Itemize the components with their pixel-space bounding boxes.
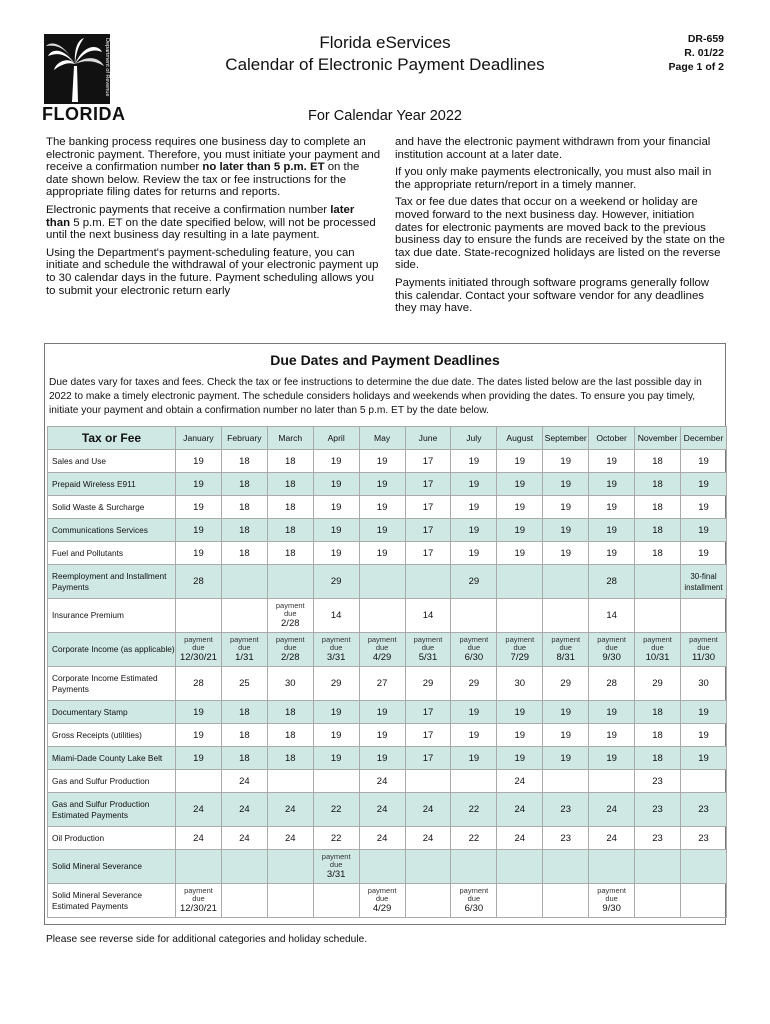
deadline-cell [635, 884, 681, 918]
deadline-cell: 18 [267, 747, 313, 770]
deadline-cell: 19 [680, 747, 726, 770]
column-header-month: July [451, 427, 497, 450]
deadline-cell: 24 [221, 770, 267, 793]
deadline-cell: 19 [589, 519, 635, 542]
deadline-cell: 19 [497, 473, 543, 496]
deadline-cell: 18 [635, 701, 681, 724]
deadline-cell [680, 884, 726, 918]
deadline-cell: 19 [543, 542, 589, 565]
deadline-cell: 19 [543, 496, 589, 519]
logo-side-text: Department of Revenue [104, 38, 110, 97]
row-label: Solid Mineral Severance Estimated Payments [48, 884, 176, 918]
deadline-cell: 19 [313, 542, 359, 565]
deadline-cell: 19 [589, 542, 635, 565]
deadline-cell: 24 [267, 827, 313, 850]
deadline-cell: 18 [221, 496, 267, 519]
table-row [48, 747, 727, 770]
deadline-cell: 18 [635, 724, 681, 747]
deadline-cell [635, 599, 681, 633]
column-header-month: August [497, 427, 543, 450]
table-row [48, 496, 727, 519]
deadline-cell: 19 [359, 724, 405, 747]
deadline-cell: 19 [680, 473, 726, 496]
deadline-cell: 19 [680, 496, 726, 519]
intro-paragraph: Tax or fee due dates that occur on a weekend or holiday are moved forward to the next business day. However, initiation dates for electronic payments are moved back to the previous business day to ensure the funds are received by the state on the tax due date. State-recognized holidays are listed on the reverse side. [395, 196, 725, 272]
deadline-cell [589, 850, 635, 884]
deadline-cell: 19 [313, 496, 359, 519]
deadline-cell: payment due 10/31 [635, 633, 681, 667]
row-label: Gas and Sulfur Production [48, 770, 176, 793]
form-id-block [669, 32, 724, 74]
intro-paragraph: Payments initiated through software programs generally follow this calendar. Contact your software vendor for any deadlines they may have. [395, 276, 710, 315]
deadline-cell [405, 770, 451, 793]
page-title: Florida eServices [319, 33, 451, 52]
row-label: Sales and Use [48, 450, 176, 473]
deadline-cell [221, 884, 267, 918]
due-dates-heading: Due Dates and Payment Deadlines [270, 352, 500, 368]
deadline-cell: 29 [451, 667, 497, 701]
column-header-month: October [589, 427, 635, 450]
intro-paragraph: The banking process requires one business day to complete an electronic payment. Therefore, you must initiate your payment and receive a confirmation number no later than 5 p.m. ET on the date shown below. Review the tax or fee instructions for the appropriate filing dates for returns and reports. [46, 136, 381, 199]
deadline-cell: 17 [405, 519, 451, 542]
deadline-cell: 19 [359, 519, 405, 542]
row-label: Prepaid Wireless E911 [48, 473, 176, 496]
deadline-cell: payment due 11/30 [680, 633, 726, 667]
deadline-cell: 18 [221, 701, 267, 724]
form-number: DR-659 [687, 33, 724, 45]
deadline-cell: 18 [635, 496, 681, 519]
deadline-cell: 19 [451, 450, 497, 473]
deadline-cell: 24 [497, 793, 543, 827]
table-row [48, 473, 727, 496]
row-label: Documentary Stamp [48, 701, 176, 724]
deadline-cell: 23 [543, 827, 589, 850]
deadline-cell: 18 [635, 542, 681, 565]
deadline-cell: 18 [221, 724, 267, 747]
deadline-cell: 24 [359, 793, 405, 827]
deadline-cell: 24 [176, 793, 222, 827]
deadline-cell: 27 [359, 667, 405, 701]
deadline-cell [451, 770, 497, 793]
deadline-cell: 19 [497, 701, 543, 724]
deadline-cell: 28 [176, 667, 222, 701]
deadline-cell: 29 [405, 667, 451, 701]
deadline-cell [451, 599, 497, 633]
deadline-cell [267, 884, 313, 918]
deadline-cell [405, 565, 451, 599]
deadline-cell: payment due 9/30 [589, 884, 635, 918]
deadline-cell: 30-final installment [680, 565, 726, 599]
table-row [48, 519, 727, 542]
deadline-cell [635, 565, 681, 599]
deadline-cell [543, 850, 589, 884]
deadline-cell: 19 [359, 747, 405, 770]
deadline-cell [497, 850, 543, 884]
deadline-cell: 19 [313, 747, 359, 770]
deadline-cell: 19 [359, 473, 405, 496]
deadline-cell: payment due 12/30/21 [176, 884, 222, 918]
deadline-cell: payment due 4/29 [359, 633, 405, 667]
deadline-cell: 18 [221, 519, 267, 542]
deadline-cell [405, 884, 451, 918]
row-label: Reemployment and Installment Payments [48, 565, 176, 599]
deadline-cell: 23 [543, 793, 589, 827]
row-label: Corporate Income Estimated Payments [48, 667, 176, 701]
row-label: Miami-Dade County Lake Belt [48, 747, 176, 770]
due-dates-description: Due dates vary for taxes and fees. Check the tax or fee instructions to determine the due date. The dates listed below are the last possible day in 2022 to make a timely electronic payment. The schedule considers holidays and weekends when providing the dates. To ensure you pay timely, initiate your payment and obtain a confirmation number no later than 5 p.m. ET by the date below. [49, 377, 702, 416]
deadline-cell: 19 [589, 724, 635, 747]
column-header-month: December [680, 427, 726, 450]
deadline-cell: 19 [176, 450, 222, 473]
deadline-cell [176, 850, 222, 884]
deadline-cell: 24 [497, 770, 543, 793]
deadline-cell: 29 [313, 667, 359, 701]
deadline-cell: 18 [267, 496, 313, 519]
deadline-cell: 19 [313, 450, 359, 473]
deadline-cell: payment due 9/30 [589, 633, 635, 667]
row-label: Communications Services [48, 519, 176, 542]
deadline-cell: 19 [589, 701, 635, 724]
deadline-cell: 18 [635, 519, 681, 542]
deadline-cell: 24 [405, 827, 451, 850]
deadline-cell: 18 [635, 747, 681, 770]
deadline-cell: 14 [313, 599, 359, 633]
deadline-cell: 28 [176, 565, 222, 599]
deadline-cell [497, 884, 543, 918]
deadline-cell: 24 [221, 827, 267, 850]
deadline-cell: 19 [543, 473, 589, 496]
deadline-cell: payment due 4/29 [359, 884, 405, 918]
row-label: Corporate Income (as applicable) [48, 633, 176, 667]
deadline-cell: 30 [680, 667, 726, 701]
deadline-cell [405, 850, 451, 884]
deadline-cell [359, 599, 405, 633]
deadline-cell [313, 884, 359, 918]
deadline-cell: 17 [405, 473, 451, 496]
deadline-cell: 28 [589, 565, 635, 599]
deadline-cell [589, 770, 635, 793]
table-row [48, 667, 727, 701]
deadline-cell: 19 [451, 724, 497, 747]
deadline-cell [176, 599, 222, 633]
deadline-cell: 19 [313, 701, 359, 724]
deadline-cell: payment due 1/31 [221, 633, 267, 667]
deadline-cell: 17 [405, 450, 451, 473]
deadline-cell [543, 599, 589, 633]
deadline-cell: 30 [497, 667, 543, 701]
deadline-cell [221, 850, 267, 884]
deadline-cell: payment due 8/31 [543, 633, 589, 667]
deadline-cell: 18 [635, 473, 681, 496]
deadline-cell: payment due 3/31 [313, 633, 359, 667]
deadline-cell: 19 [176, 747, 222, 770]
deadline-cell [267, 770, 313, 793]
deadline-cell: 23 [635, 770, 681, 793]
row-label: Solid Mineral Severance [48, 850, 176, 884]
intro-paragraph: Electronic payments that receive a confirmation number later than 5 p.m. ET on the date specified below, will not be processed until the next business day resulting in a late payment. [46, 203, 376, 242]
deadline-cell [543, 565, 589, 599]
deadline-cell: 17 [405, 496, 451, 519]
table-row [48, 599, 727, 633]
deadline-cell: 19 [451, 542, 497, 565]
deadline-cell: 19 [497, 724, 543, 747]
row-label: Gross Receipts (utilities) [48, 724, 176, 747]
intro-paragraph: If you only make payments electronically, you must also mail in the appropriate return/report in a timely manner. [395, 166, 712, 191]
deadline-cell: 24 [497, 827, 543, 850]
deadline-cell: payment due 3/31 [313, 850, 359, 884]
footer-note: Please see reverse side for additional categories and holiday schedule. [46, 934, 368, 945]
deadline-cell: 18 [221, 450, 267, 473]
year-heading: For Calendar Year 2022 [308, 108, 462, 124]
deadline-cell: 19 [543, 450, 589, 473]
deadline-cell: 14 [589, 599, 635, 633]
deadline-cell: 17 [405, 701, 451, 724]
deadline-cell: 19 [543, 701, 589, 724]
table-row [48, 850, 727, 884]
deadline-cell: 14 [405, 599, 451, 633]
deadline-cell: 24 [359, 827, 405, 850]
deadline-cell: 19 [359, 542, 405, 565]
column-header-month: January [176, 427, 222, 450]
deadline-cell: 19 [543, 747, 589, 770]
deadline-cell: 30 [267, 667, 313, 701]
deadline-cell: payment due 12/30/21 [176, 633, 222, 667]
table-row [48, 633, 727, 667]
column-header-month: June [405, 427, 451, 450]
deadline-cell: payment due 5/31 [405, 633, 451, 667]
row-label: Insurance Premium [48, 599, 176, 633]
row-label: Oil Production [48, 827, 176, 850]
intro-paragraph: Using the Department's payment-scheduling feature, you can initiate and schedule the withdrawal of your electronic payment up to 30 calendar days in the future. Payment scheduling allows you to submit your electronic return early [46, 246, 379, 297]
row-label: Solid Waste & Surcharge [48, 496, 176, 519]
deadline-cell: 18 [267, 450, 313, 473]
deadline-cell: 18 [221, 542, 267, 565]
deadline-cell: 19 [176, 724, 222, 747]
deadline-cell [221, 599, 267, 633]
deadline-cell: 17 [405, 747, 451, 770]
deadline-cell: 19 [313, 519, 359, 542]
table-row [48, 884, 727, 918]
deadline-cell: 29 [543, 667, 589, 701]
deadline-cell [543, 770, 589, 793]
intro-left-column [46, 136, 381, 302]
deadline-cell: payment due 7/29 [497, 633, 543, 667]
deadline-cell: 19 [497, 519, 543, 542]
deadline-cell: 19 [359, 450, 405, 473]
deadline-cell: 19 [543, 724, 589, 747]
deadline-cell: 19 [176, 701, 222, 724]
deadline-cell: 24 [176, 827, 222, 850]
deadline-cell: 19 [176, 473, 222, 496]
deadline-cell: 24 [221, 793, 267, 827]
column-header-month: November [635, 427, 681, 450]
deadline-cell: 22 [313, 827, 359, 850]
column-header-month: April [313, 427, 359, 450]
deadline-cell: 19 [589, 473, 635, 496]
deadline-cell: payment due 6/30 [451, 633, 497, 667]
deadline-cell: 19 [497, 747, 543, 770]
deadline-cell: 19 [497, 450, 543, 473]
deadline-cell [267, 850, 313, 884]
deadline-cell [359, 565, 405, 599]
row-label: Fuel and Pollutants [48, 542, 176, 565]
deadline-cell: 19 [313, 473, 359, 496]
deadline-cell: 24 [589, 793, 635, 827]
deadline-cell: 18 [267, 701, 313, 724]
deadline-cell: 19 [176, 519, 222, 542]
column-header-month: May [359, 427, 405, 450]
deadline-cell: 19 [680, 542, 726, 565]
table-row [48, 827, 727, 850]
deadline-cell: 23 [680, 793, 726, 827]
deadline-cell [359, 850, 405, 884]
form-revision: R. 01/22 [684, 47, 724, 59]
deadline-cell: 22 [451, 793, 497, 827]
deadline-cell: 23 [635, 793, 681, 827]
deadline-cell: 18 [267, 519, 313, 542]
deadline-cell: 19 [176, 542, 222, 565]
deadline-cell: 19 [589, 747, 635, 770]
deadline-cell [497, 599, 543, 633]
deadline-cell: 19 [313, 724, 359, 747]
column-header-month: March [267, 427, 313, 450]
deadline-cell: 23 [635, 827, 681, 850]
deadline-cell: 24 [405, 793, 451, 827]
deadline-cell: 19 [589, 450, 635, 473]
table-row [48, 793, 727, 827]
due-dates-box [44, 343, 726, 925]
deadline-cell: 28 [589, 667, 635, 701]
deadline-cell: 19 [497, 496, 543, 519]
deadline-cell [680, 770, 726, 793]
column-header-month: February [221, 427, 267, 450]
deadline-cell: 18 [267, 473, 313, 496]
deadline-cell: 19 [680, 701, 726, 724]
deadline-cell [680, 850, 726, 884]
table-row [48, 724, 727, 747]
deadline-cell: 24 [589, 827, 635, 850]
deadline-cell: 25 [221, 667, 267, 701]
deadline-cell: 29 [635, 667, 681, 701]
logo-wordmark: FLORIDA [42, 104, 126, 124]
deadline-cell: 17 [405, 542, 451, 565]
deadline-cell: 19 [359, 496, 405, 519]
deadline-cell: 18 [221, 747, 267, 770]
deadline-cell: 24 [267, 793, 313, 827]
deadline-cell [267, 565, 313, 599]
page-number: Page 1 of 2 [668, 61, 724, 73]
deadline-cell [221, 565, 267, 599]
column-header-month: September [543, 427, 589, 450]
deadline-cell: 23 [680, 827, 726, 850]
table-row [48, 542, 727, 565]
deadline-cell [451, 850, 497, 884]
deadline-cell: 19 [451, 701, 497, 724]
table-row [48, 565, 727, 599]
deadline-cell: 19 [451, 747, 497, 770]
intro-right-column [395, 136, 725, 320]
deadline-cell [497, 565, 543, 599]
deadline-cell: 19 [451, 496, 497, 519]
deadline-cell: 29 [313, 565, 359, 599]
deadline-cell: 19 [680, 724, 726, 747]
deadline-cell: 19 [497, 542, 543, 565]
deadline-cell: 18 [267, 724, 313, 747]
deadline-cell [680, 599, 726, 633]
deadline-cell [313, 770, 359, 793]
intro-paragraph: and have the electronic payment withdrawn from your financial institution account at a later date. [395, 136, 711, 161]
deadline-cell: 19 [680, 450, 726, 473]
payment-deadlines-table [47, 426, 727, 918]
table-row [48, 450, 727, 473]
page-subtitle: Calendar of Electronic Payment Deadlines [225, 55, 545, 74]
deadline-cell: 19 [359, 701, 405, 724]
deadline-cell: 19 [451, 519, 497, 542]
deadline-cell: 18 [221, 473, 267, 496]
deadline-cell: 18 [267, 542, 313, 565]
deadline-cell: 18 [635, 450, 681, 473]
deadline-cell: 22 [451, 827, 497, 850]
deadline-cell [635, 850, 681, 884]
deadline-cell [543, 884, 589, 918]
column-header-tax-or-fee: Tax or Fee [48, 427, 176, 450]
deadline-cell [176, 770, 222, 793]
deadline-cell: payment due 2/28 [267, 599, 313, 633]
deadline-cell: payment due 2/28 [267, 633, 313, 667]
row-label: Gas and Sulfur Production Estimated Payments [48, 793, 176, 827]
deadline-cell: 19 [680, 519, 726, 542]
deadline-cell: 17 [405, 724, 451, 747]
deadline-cell: 19 [589, 496, 635, 519]
table-row [48, 770, 727, 793]
table-row [48, 701, 727, 724]
deadline-cell: 24 [359, 770, 405, 793]
deadline-cell: 29 [451, 565, 497, 599]
deadline-cell: 19 [543, 519, 589, 542]
deadline-cell: 22 [313, 793, 359, 827]
deadline-cell: 19 [451, 473, 497, 496]
deadline-cell: payment due 6/30 [451, 884, 497, 918]
deadline-cell: 19 [176, 496, 222, 519]
